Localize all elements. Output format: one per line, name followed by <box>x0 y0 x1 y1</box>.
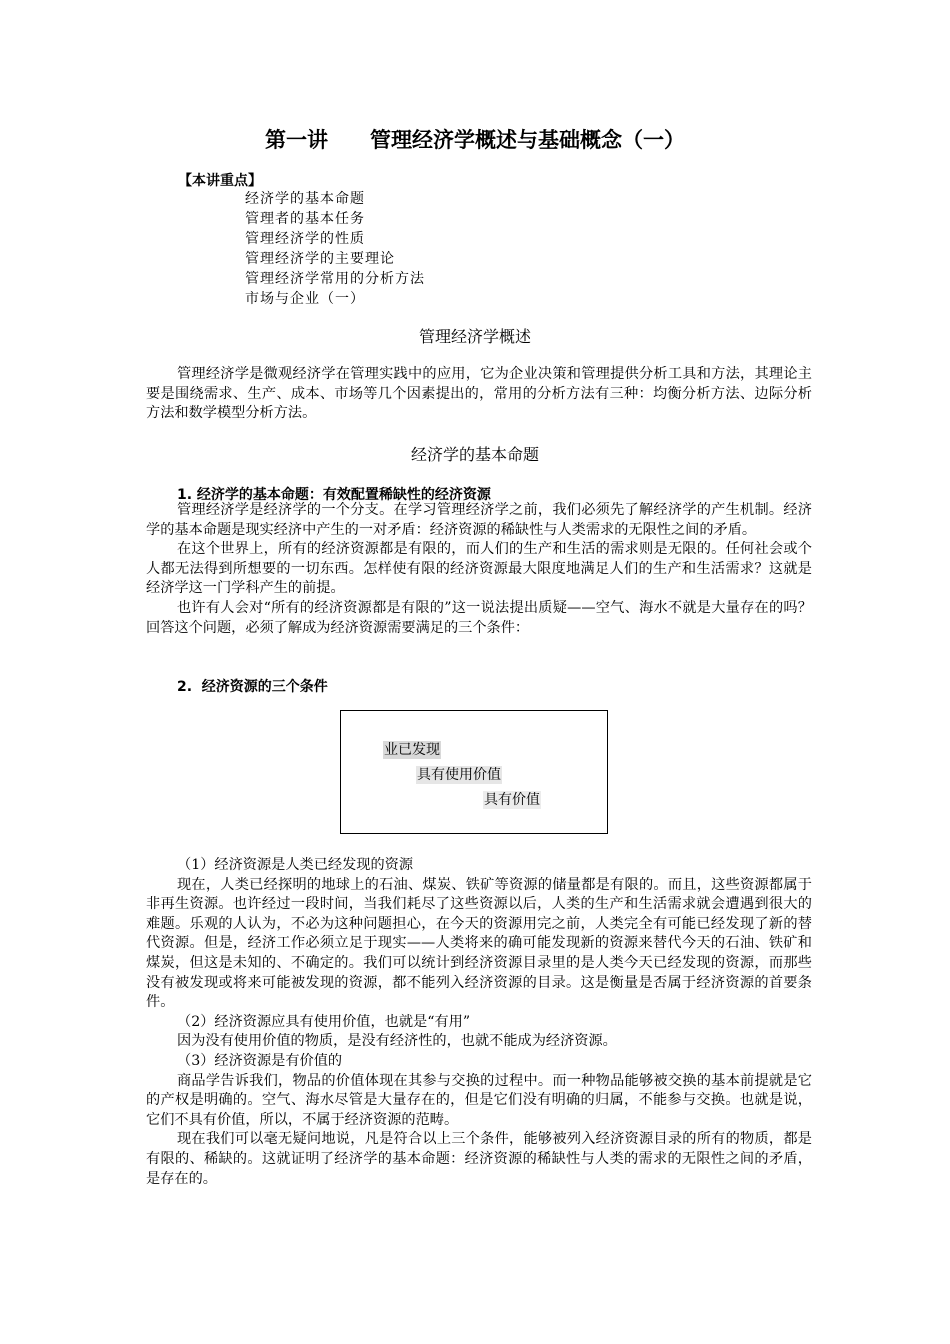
overview-paragraph: 管理经济学是微观经济学在管理实践中的应用，它为企业决策和管理提供分析工具和方法，其理论主要是围绕需求、生产、成本、市场等几个因素提出的，常用的分析方法有三种：均衡分析方法、边际分析方法和数学模型分析方法。 <box>146 366 812 422</box>
focus-item: 经济学的基本命题 <box>245 191 365 207</box>
basic-body <box>146 501 812 638</box>
basic-title: 经济学的基本命题 <box>410 445 539 464</box>
diagram-item-value: 具有价值 <box>484 792 540 808</box>
overview-body <box>146 365 812 424</box>
heading-three-conditions: 2. 经济资源的三个条件 <box>177 679 328 695</box>
page-title: 第一讲 管理经济学概述与基础概念（一） <box>265 128 685 152</box>
focus-item: 管理者的基本任务 <box>245 211 365 227</box>
heading-basic-proposition: 1. 经济学的基本命题：有效配置稀缺性的经济资源 <box>177 487 491 503</box>
body-paragraph: 管理经济学是经济学的一个分支。在学习管理经济学之前，我们必须先了解经济学的产生机制。经济学的基本命题是现实经济中产生的一对矛盾：经济资源的稀缺性与人类需求的无限性之间的矛盾。 <box>146 502 812 538</box>
body-paragraph: 在这个世界上，所有的经济资源都是有限的，而人们的生产和生活的需求则是无限的。任何社会或个人都无法得到所想要的一切东西。怎样使有限的经济资源最大限度地满足人们的生产和生活需求？这就是经济学这一门学科产生的前提。 <box>146 541 812 597</box>
body-paragraph: 也许有人会对“所有的经济资源都是有限的”这一说法提出质疑——空气、海水不就是大量存在的吗？回答这个问题，必须了解成为经济资源需要满足的三个条件： <box>146 599 812 636</box>
condition-label: （2）经济资源应具有使用价值，也就是“有用” <box>177 1013 471 1030</box>
conditions-diagram <box>340 710 608 834</box>
condition-label: （1）经济资源是人类已经发现的资源 <box>177 857 414 873</box>
overview-title: 管理经济学概述 <box>418 327 531 346</box>
focus-item: 管理经济学的主要理论 <box>245 251 395 267</box>
focus-item: 市场与企业（一） <box>245 291 365 307</box>
condition-text: 因为没有使用价值的物质，是没有经济性的，也就不能成为经济资源。 <box>177 1033 617 1050</box>
focus-item: 管理经济学常用的分析方法 <box>245 271 425 287</box>
focus-list <box>245 189 425 309</box>
diagram-item-use-value: 具有使用价值 <box>417 767 501 783</box>
condition-text: 现在，人类已经探明的地球上的石油、煤炭、铁矿等资源的储量都是有限的。而且，这些资源都属于非再生资源。也许经过一段时间，当我们耗尽了这些资源以后，人类的生产和生活需求就会遭遇到很大的难题。乐观的人认为，不必为这种问题担心，在今天的资源用完之前，人类完全有可能已经发现了新的替代资源。但是，经济工作必须立足于现实——人类将来的确可能发现新的资源来替代今天的石油、铁矿和煤炭，但这是未知的、不确定的。我们可以统计到经济资源目录里的是人类今天已经发现的资源，而那些没有被发现或将来可能被发现的资源，都不能列入经济资源的目录。这是衡量是否属于经济资源的首要条件。 <box>146 876 812 1011</box>
conclusion-paragraph: 现在我们可以毫无疑问地说，凡是符合以上三个条件，能够被列入经济资源目录的所有的物质，都是有限的、稀缺的。这就证明了经济学的基本命题：经济资源的稀缺性与人类的需求的无限性之间的矛盾，是存在的。 <box>146 1131 812 1187</box>
diagram-item-discovered: 业已发现 <box>384 742 440 758</box>
conditions-body <box>146 856 812 1189</box>
condition-text: 商品学告诉我们，物品的价值体现在其参与交换的过程中。而一种物品能够被交换的基本前提就是它的产权是明确的。空气、海水尽管是大量存在的，但是它们没有明确的归属，不能参与交换。也就是说，它们不具有价值，所以，不属于经济资源的范畴。 <box>146 1072 812 1128</box>
focus-label: 【本讲重点】 <box>178 173 262 189</box>
focus-item: 管理经济学的性质 <box>245 231 365 247</box>
condition-label: （3）经济资源是有价值的 <box>177 1052 343 1069</box>
